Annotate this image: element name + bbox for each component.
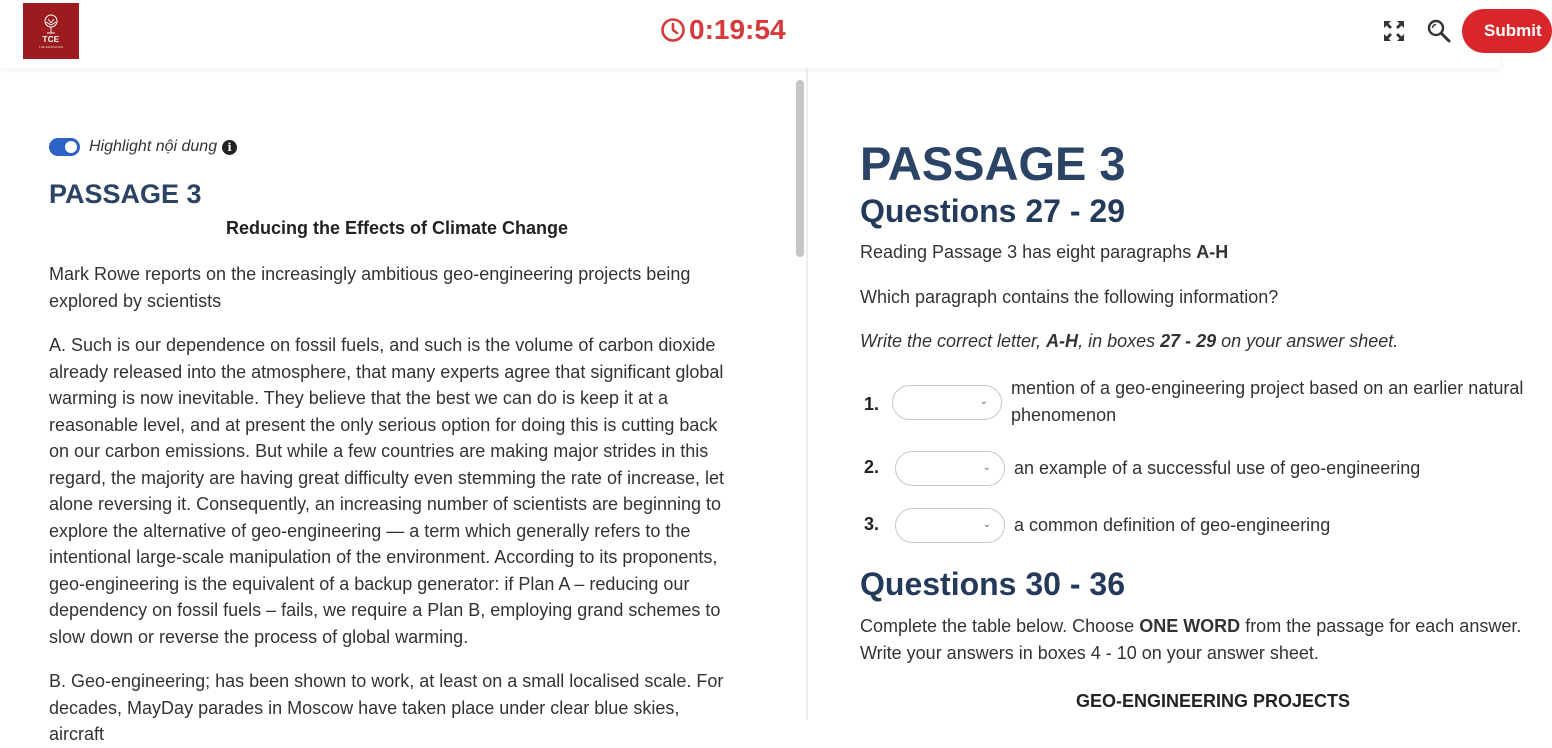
clock-icon — [660, 17, 686, 43]
logo-subtext: THE EDUCATION — [38, 44, 64, 49]
reading-panel — [0, 68, 800, 744]
question-number: 1. — [864, 394, 880, 414]
passage-heading: PASSAGE 3 — [49, 179, 202, 209]
paragraph-b: B. Geo-engineering; has been shown to work, at least on a small localised scale. For decades, MayDay parades in Moscow have taken place under clear blue skies, aircraft — [49, 671, 724, 744]
answer-dropdown[interactable] — [892, 385, 1002, 420]
instruction-line: Complete the table below. Choose ONE WORD from the passage for each answer. — [860, 616, 1522, 636]
answer-dropdown[interactable] — [895, 451, 1005, 486]
questions-panel — [808, 68, 1524, 720]
question-row — [864, 451, 1420, 486]
paragraph-a: A. Such is our dependence on fossil fuels, and such is the volume of carbon dioxide already released into the atmosphere, that many experts agree that significant global warming is now inevitable. They believe that the best we can do is keep it at a reasonable level, and at present the only serious option for doing this is cutting back on our carbon emissions. But while a few countries are making major strides in this regard, the majority are having great difficulty even stemming the rate of increase, let alone reversing it. Consequently, an increasing number of scientists are beginning to explore the alternative of geo-engineering — a term which generally refers to the intentional large-scale manipulation of the environment. According to its proponents, geo-engineering is the equivalent of a backup generator: if Plan A – reducing our dependency on fossil fuels – fails, we require a Plan B, employing grand schemes to slow down or reverse the process of global warming. — [49, 335, 725, 647]
passage-intro: Mark Rowe reports on the increasingly ambitious geo-engineering projects being explored by scientists — [49, 264, 691, 311]
question-number: 2. — [864, 457, 880, 477]
logo-text: TCE — [42, 34, 60, 44]
top-bar — [0, 0, 1542, 68]
instruction-line: Which paragraph contains the following information? — [860, 287, 1279, 307]
chevron-down-icon: ⌄ — [979, 396, 988, 407]
question-group-heading: Questions 27 - 29 — [860, 193, 1125, 229]
chevron-down-icon: ⌄ — [982, 462, 991, 473]
info-icon[interactable]: i — [222, 140, 237, 155]
instruction-line: Write your answers in boxes 4 - 10 on your answer sheet. — [860, 643, 1319, 663]
countdown-timer — [660, 14, 786, 46]
question-number: 3. — [864, 514, 880, 534]
question-text: a common definition of geo-engineering — [1014, 515, 1331, 535]
highlight-toggle[interactable] — [49, 138, 80, 156]
fullscreen-icon[interactable] — [1379, 16, 1409, 46]
chevron-down-icon: ⌄ — [982, 519, 991, 530]
passage-title: Reducing the Effects of Climate Change — [225, 218, 569, 238]
question-row — [864, 375, 1523, 429]
submit-button[interactable]: Submit — [1462, 9, 1552, 53]
reading-scrollbar[interactable] — [796, 80, 804, 257]
brand-logo[interactable] — [23, 3, 79, 59]
question-row — [864, 508, 1330, 543]
timer-value: 0:19:54 — [689, 14, 786, 45]
question-group-heading: Questions 30 - 36 — [860, 566, 1125, 602]
questions-passage-heading: PASSAGE 3 — [860, 137, 1126, 190]
table-title: GEO-ENGINEERING PROJECTS — [1076, 691, 1351, 711]
search-zoom-icon[interactable] — [1424, 16, 1454, 46]
highlight-label: Highlight nội dung — [89, 138, 218, 155]
answer-dropdown[interactable] — [895, 508, 1005, 543]
question-text: an example of a successful use of geo-engineering — [1014, 458, 1421, 478]
question-text: mention of a geo-engineering project based on an earlier natural phenomenon — [1011, 378, 1524, 425]
instruction-line: Reading Passage 3 has eight paragraphs A-H — [860, 242, 1229, 262]
highlight-toggle-row — [49, 138, 237, 156]
tree-icon — [40, 14, 62, 34]
instruction-line: Write the correct letter, A-H, in boxes 27 - 29 on your answer sheet. — [860, 331, 1399, 351]
